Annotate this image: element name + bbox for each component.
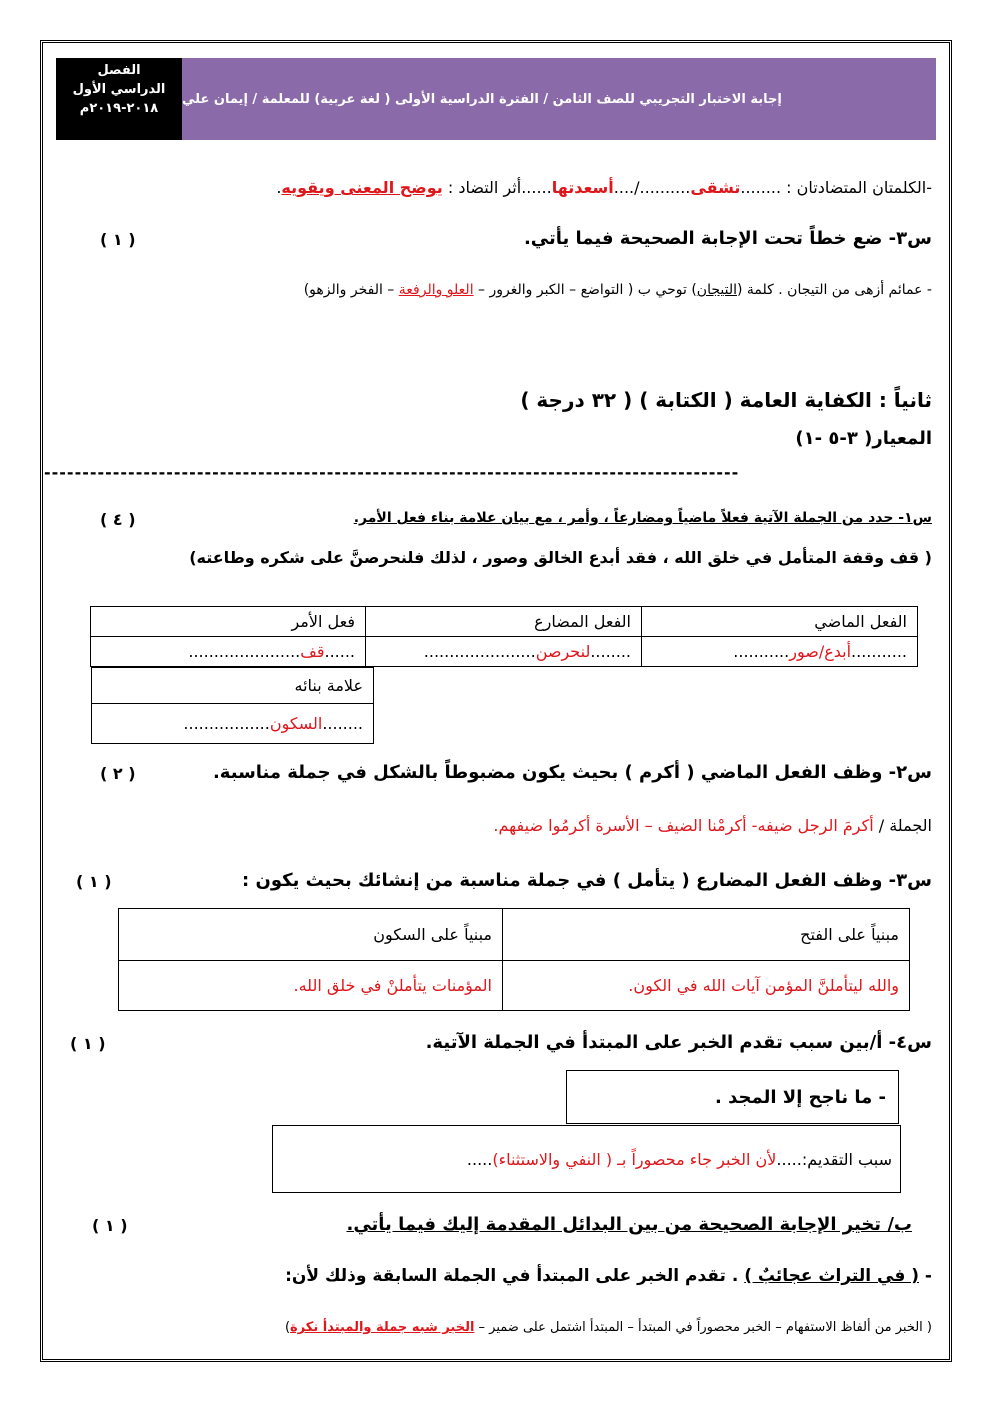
q3-underline-score: ( ١ ) — [100, 230, 136, 249]
sign-table — [91, 667, 374, 744]
verbs-table — [90, 606, 918, 667]
antonyms-line: -الكلمتان المتضادتان : ........تشقى........../....أسعدتها......أثر التضاد : يوضح المعنى ويقويه. — [276, 178, 932, 197]
mabni-table — [118, 908, 910, 1011]
q4b-sentence: - ( في التراث عجائبٌ ) . تقدم الخبر على المبتدأ في الجملة السابقة وذلك لأن: — [285, 1266, 932, 1286]
sign-cell: ........السكون................. — [92, 704, 374, 744]
crowns-line: - عمائم أزهى من التيجان . كلمة (التيجان) توحي ب ( التواضع – الكبر والغرور – العلو والرفعة – الفخر والزهو) — [303, 282, 932, 298]
q4b-question: ب/ تخير الإجابة الصحيحة من بين البدائل المقدمة إليك فيما يأتي. — [346, 1214, 912, 1235]
verbs-cell-present: ........لنحرصن...................... — [366, 637, 642, 667]
q1-score: ( ٤ ) — [100, 510, 136, 529]
school-year: ٢٠١٨-٢٠١٩م — [79, 101, 159, 116]
antonym-answer-2: أسعدتها — [551, 178, 614, 197]
mabni-answer-sukun: المؤمنات يتأملنْ في خلق الله. — [119, 961, 503, 1011]
q4b-answer: الخبر شبه جملة والمبتدأ نكرة — [290, 1320, 475, 1335]
q3-verb-question: س٣- وظف الفعل المضارع ( يتأمل ) في جملة مناسبة من إنشائك بحيث يكون : — [241, 870, 932, 891]
exam-title: إجابة الاختبار التجريبي للصف الثامن / الفترة الدراسية الأولى ( لغة عربية) للمعلمة / إيمان علي — [182, 58, 936, 140]
q4b-score: ( ١ ) — [92, 1216, 128, 1235]
q4a-sentence-box: - ما ناجح إلا المجد . — [566, 1070, 899, 1124]
q3-verb-score: ( ١ ) — [76, 872, 112, 891]
mabni-answer-fatha: والله ليتأملنَّ المؤمن آيات الله في الكون. — [503, 961, 910, 1011]
sign-header: علامة بنائه — [92, 668, 374, 704]
q1-question: س١- حدد من الجملة الآتية فعلاً ماضياً ومضارعاً ، وأمر ، مع بيان علامة بناء فعل الأمر. — [353, 510, 932, 526]
section2-heading: ثانياً : الكفاية العامة ( الكتابة ) ( ٣٢ درجة ) — [520, 388, 932, 412]
q1-sentence: ( قف وقفة المتأمل في خلق الله ، فقد أبدع الخالق وصور ، لذلك فلنحرصنَّ على شكره وطاعته) — [189, 548, 932, 567]
header-banner — [56, 58, 936, 140]
q2-answer-line: الجملة / أكرمَ الرجل ضيفه- أكرمْنا الضيف – الأسرة أكرمُوا ضيفهم. — [493, 816, 932, 835]
q4a-reason-answer: لأن الخبر جاء محصوراً بـ ( النفي والاستثناء) — [492, 1149, 777, 1169]
verbs-header-imperative: فعل الأمر — [91, 607, 366, 637]
section-divider: ------------------------------------------------------------------------------------------- — [44, 467, 740, 479]
semester-line1: الفصل — [97, 63, 141, 78]
mabni-header-sukun: مبنياً على السكون — [119, 909, 503, 961]
verbs-header-past: الفعل الماضي — [642, 607, 918, 637]
section2-standard: المعيار( ٣-٥ -١) — [795, 428, 932, 449]
antonym-answer-1: تشقى — [690, 178, 741, 197]
verbs-header-present: الفعل المضارع — [366, 607, 642, 637]
verbs-cell-imperative: ......قف...................... — [91, 637, 366, 667]
verbs-cell-past: ...........أبدع/صور........... — [642, 637, 918, 667]
crowns-answer: العلو والرفعة — [398, 282, 474, 298]
mabni-header-fatha: مبنياً على الفتح — [503, 909, 910, 961]
q4b-options: ( الخبر من ألفاظ الاستفهام – الخبر محصوراً في المبتدأ – المبتدأ اشتمل على ضمير – الخبر شبه جملة والمبتدأ نكرة) — [284, 1320, 932, 1335]
semester-box — [56, 58, 182, 140]
q2-answer: أكرمَ الرجل ضيفه- أكرمْنا الضيف – الأسرة أكرمُوا ضيفهم. — [493, 816, 874, 835]
q4a-question: س٤- أ/بين سبب تقدم الخبر على المبتدأ في الجملة الآتية. — [425, 1032, 932, 1053]
q2-score: ( ٢ ) — [100, 764, 136, 783]
antonym-effect-answer: يوضح المعنى ويقويه — [281, 178, 443, 197]
q3-underline-question: س٣- ضع خطاً تحت الإجابة الصحيحة فيما يأتي. — [523, 228, 932, 249]
q4a-reason-box: سبب التقديم:..... لأن الخبر جاء محصوراً بـ ( النفي والاستثناء) ..... — [272, 1125, 901, 1193]
q4a-score: ( ١ ) — [70, 1034, 106, 1053]
semester-line2: الدراسي الأول — [72, 82, 166, 97]
q2-question: س٢- وظف الفعل الماضي ( أكرم ) بحيث يكون مضبوطاً بالشكل في جملة مناسبة. — [212, 762, 932, 783]
